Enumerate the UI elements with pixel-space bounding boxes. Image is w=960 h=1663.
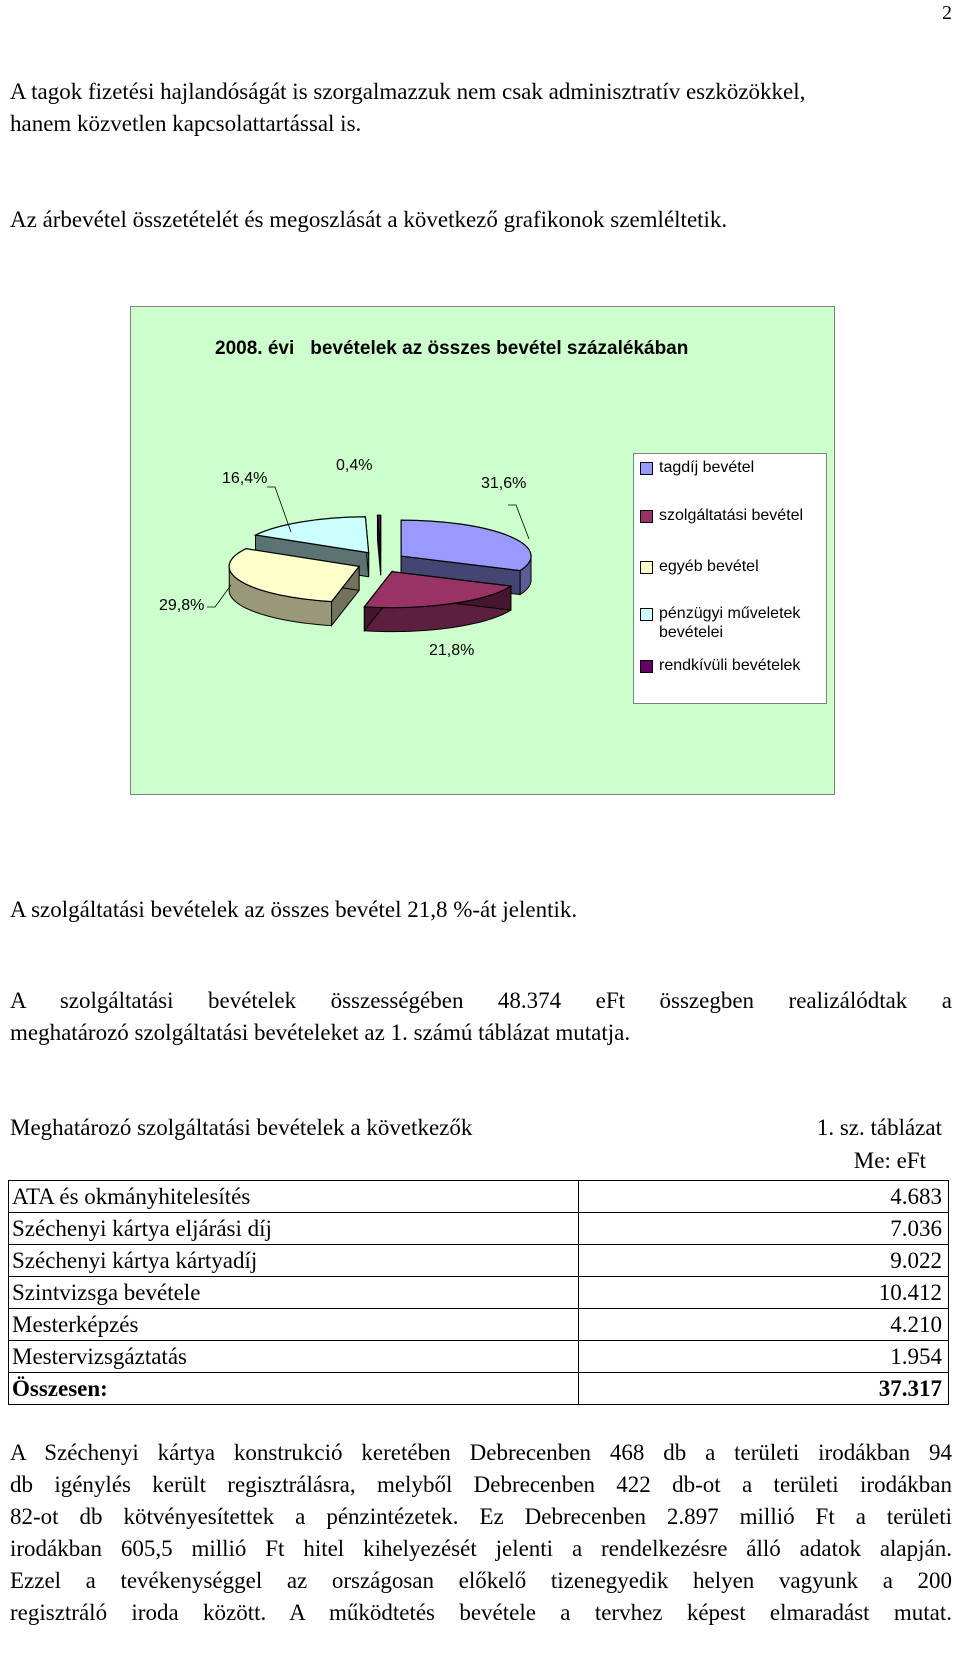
row-label: Széchenyi kártya eljárási díj xyxy=(9,1213,579,1245)
legend-item-rendkivuli xyxy=(640,656,829,675)
pie-slice-5 xyxy=(377,515,380,575)
row-label: Mesterképzés xyxy=(9,1309,579,1341)
legend-item-egyeb xyxy=(640,557,829,576)
table-row xyxy=(9,1341,949,1373)
legend-swatch xyxy=(640,608,653,621)
row-value: 7.036 xyxy=(579,1213,949,1245)
final-paragraph xyxy=(10,1437,952,1629)
legend-swatch xyxy=(640,510,653,523)
row-value: 4.683 xyxy=(579,1181,949,1213)
table-number: 1. sz. táblázat xyxy=(816,1115,942,1140)
final-line: Ezzel a tevékenységgel az országosan előkelő tizenegyedik helyen vagyunk a 200 xyxy=(10,1568,952,1593)
row-value: 37.317 xyxy=(579,1373,949,1405)
table-row xyxy=(9,1245,949,1277)
chart-title-year: 2008. évi xyxy=(215,338,295,359)
final-line: db igénylés került regisztrálásra, melyből Debrecenben 422 db-ot a területi irodákban xyxy=(10,1472,952,1497)
legend-swatch xyxy=(640,660,653,673)
chart-title xyxy=(215,338,688,359)
chart-title-text: bevételek az összes bevétel százalékában xyxy=(310,338,689,359)
legend-swatch xyxy=(640,561,653,574)
row-label: ATA és okmányhitelesítés xyxy=(9,1181,579,1213)
legend-item-penzugyi xyxy=(640,604,829,642)
row-value: 10.412 xyxy=(579,1277,949,1309)
legend-swatch xyxy=(640,462,653,475)
paragraph-service-total-line-1: A szolgáltatási bevételek összességében 48.374 eFt összegben realizálódtak a xyxy=(10,988,952,1013)
legend-label: egyéb bevétel xyxy=(659,558,759,575)
row-value: 1.954 xyxy=(579,1341,949,1373)
intro-line-3: Az árbevétel összetételét és megoszlását a következő grafikonok szemléltetik. xyxy=(10,207,728,232)
legend-item-tagdij xyxy=(640,458,829,477)
data-label: 21,8% xyxy=(429,642,475,659)
row-label: Széchenyi kártya kártyadíj xyxy=(9,1245,579,1277)
data-label: 29,8% xyxy=(159,597,205,614)
leader-line xyxy=(207,585,231,607)
final-line: A Széchenyi kártya konstrukció keretében Debrecenben 468 db a területi irodákban 94 xyxy=(10,1440,952,1465)
table-row xyxy=(9,1181,949,1213)
legend-label: pénzügyi műveletek bevételei xyxy=(659,605,801,641)
data-label: 16,4% xyxy=(222,470,268,487)
final-line: 82-ot db kötvényesítettek a pénzintézetek. Ez Debrecenben 2.897 millió Ft a területi xyxy=(10,1504,952,1529)
data-label: 31,6% xyxy=(481,475,527,492)
table-row xyxy=(9,1309,949,1341)
legend-item-szolgaltatasi xyxy=(640,506,829,525)
table-total-row xyxy=(9,1373,949,1405)
row-label: Mestervizsgáztatás xyxy=(9,1341,579,1373)
row-label: Szintvizsga bevétele xyxy=(9,1277,579,1309)
intro-line-1: A tagok fizetési hajlandóságát is szorgalmazzuk nem csak adminisztratív eszközökkel, xyxy=(10,79,806,104)
service-revenue-table xyxy=(8,1180,949,1405)
table-row xyxy=(9,1213,949,1245)
row-label: Összesen: xyxy=(9,1373,579,1405)
paragraph-service-total-line-2: meghatározó szolgáltatási bevételeket az 1. számú táblázat mutatja. xyxy=(10,1020,631,1045)
page-number: 2 xyxy=(942,2,952,24)
final-line: irodákban 605,5 millió Ft hitel kihelyezését jelenti a rendelkezésre álló adatok alapján. xyxy=(10,1536,952,1561)
data-label: 0,4% xyxy=(336,457,373,474)
leader-line xyxy=(508,505,529,539)
row-value: 4.210 xyxy=(579,1309,949,1341)
table-row xyxy=(9,1277,949,1309)
table-caption: Meghatározó szolgáltatási bevételek a következők xyxy=(10,1115,473,1140)
chart-legend xyxy=(633,453,827,704)
legend-label: rendkívüli bevételek xyxy=(659,657,801,674)
table-unit: Me: eFt xyxy=(853,1148,926,1173)
row-value: 9.022 xyxy=(579,1245,949,1277)
pie-chart xyxy=(130,306,835,795)
legend-label: szolgáltatási bevétel xyxy=(659,507,804,524)
intro-line-2: hanem közvetlen kapcsolattartással is. xyxy=(10,111,362,136)
paragraph-service-share: A szolgáltatási bevételek az összes bevétel 21,8 %-át jelentik. xyxy=(10,897,578,922)
final-line: regisztráló iroda között. A működtetés bevétele a tervhez képest elmaradást mutat. xyxy=(10,1600,952,1625)
legend-label: tagdíj bevétel xyxy=(659,459,755,476)
